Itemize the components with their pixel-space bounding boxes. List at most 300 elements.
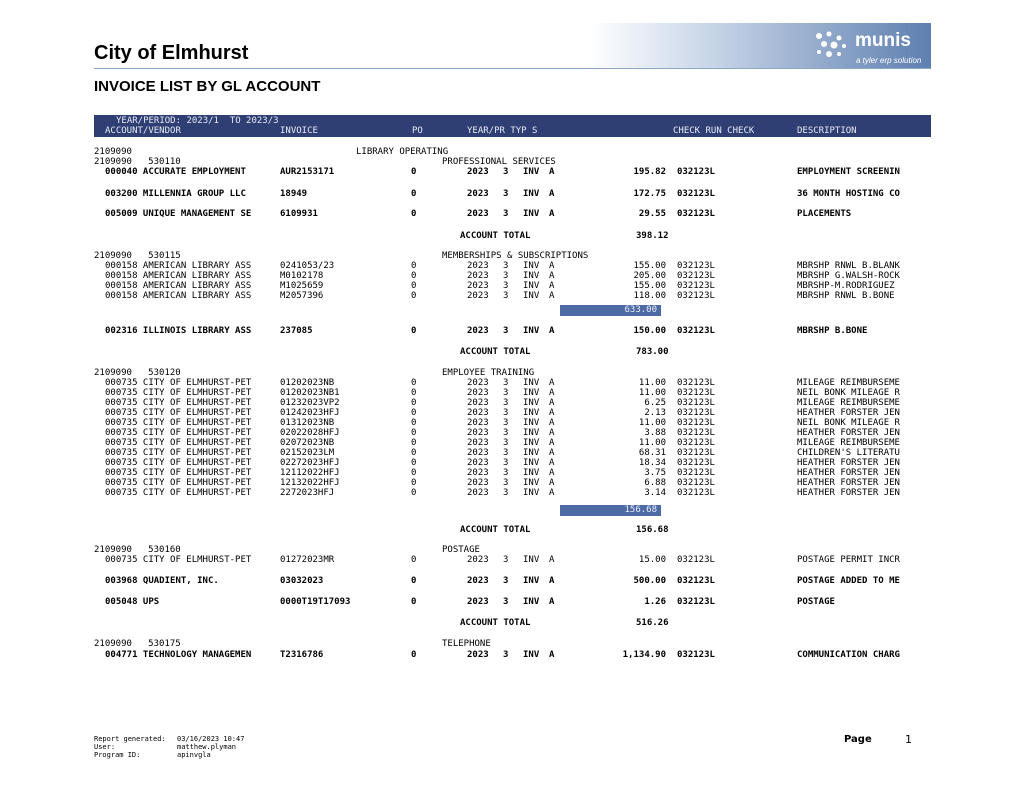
table-row <box>0 326 1024 337</box>
vendor-cell: 000735 CITY OF ELMHURST-PET <box>105 378 252 388</box>
account-total-value: 516.26 <box>636 618 669 628</box>
amount-cell: 195.82 <box>633 167 666 177</box>
check-run-cell: 032123L <box>677 378 715 388</box>
description-cell: MBRSHP B.BONE <box>797 326 868 336</box>
vendor-cell: 000735 CITY OF ELMHURST-PET <box>105 388 252 398</box>
period-cell: 3 <box>503 408 509 418</box>
check-run-cell: 032123L <box>677 261 715 271</box>
invoice-cell: 01232023VP2 <box>280 398 340 408</box>
user-label: User: <box>94 743 116 751</box>
check-run-cell: 032123L <box>677 468 715 478</box>
logo-tagline: a tyler erp solution <box>856 56 922 65</box>
amount-cell: 18.34 <box>638 458 666 468</box>
type-cell: INV <box>523 555 540 565</box>
account-code: 2109090 530115 <box>94 251 181 261</box>
po-cell: 0 <box>411 398 417 408</box>
description-cell: MILEAGE REIMBURSEME <box>797 378 900 388</box>
invoice-cell: 0000T19T17093 <box>280 597 351 607</box>
year-cell: 2023 <box>467 448 489 458</box>
period-cell: 3 <box>503 291 509 301</box>
amount-cell: 3.14 <box>644 488 666 498</box>
table-row <box>0 555 1024 566</box>
amount-cell: 6.88 <box>644 478 666 488</box>
check-run-cell: 032123L <box>677 398 715 408</box>
status-cell: A <box>549 438 555 448</box>
po-cell: 0 <box>411 418 417 428</box>
description-cell: HEATHER FORSTER JEN <box>797 428 900 438</box>
period-cell: 3 <box>503 261 509 271</box>
check-run-cell: 032123L <box>677 326 715 336</box>
vendor-cell: 000735 CITY OF ELMHURST-PET <box>105 408 252 418</box>
period-cell: 3 <box>503 428 509 438</box>
description-cell: EMPLOYMENT SCREENIN <box>797 167 900 177</box>
period-cell: 3 <box>503 458 509 468</box>
description-cell: HEATHER FORSTER JEN <box>797 408 900 418</box>
invoice-cell: 01272023MR <box>280 555 335 565</box>
description-cell: 36 MONTH HOSTING CO <box>797 189 900 199</box>
check-run-cell: 032123L <box>677 478 715 488</box>
amount-cell: 1,134.90 <box>622 650 666 660</box>
year-cell: 2023 <box>467 291 489 301</box>
check-run-cell: 032123L <box>677 555 715 565</box>
type-cell: INV <box>523 281 540 291</box>
vendor-cell: 000158 AMERICAN LIBRARY ASS <box>105 261 252 271</box>
amount-cell: 150.00 <box>633 326 666 336</box>
invoice-cell: 6109931 <box>280 209 318 219</box>
vendor-cell: 000735 CITY OF ELMHURST-PET <box>105 398 252 408</box>
vendor-cell: 000040 ACCURATE EMPLOYMENT <box>105 167 246 177</box>
check-run-cell: 032123L <box>677 418 715 428</box>
type-cell: INV <box>523 378 540 388</box>
period-cell: 3 <box>503 281 509 291</box>
year-cell: 2023 <box>467 326 489 336</box>
year-cell: 2023 <box>467 428 489 438</box>
invoice-cell: M2057396 <box>280 291 324 301</box>
period-cell: 3 <box>503 418 509 428</box>
year-cell: 2023 <box>467 418 489 428</box>
table-row <box>0 576 1024 587</box>
report-title: INVOICE LIST BY GL ACCOUNT <box>94 78 321 95</box>
year-cell: 2023 <box>467 478 489 488</box>
po-cell: 0 <box>411 478 417 488</box>
invoice-cell: 12132022HFJ <box>280 478 340 488</box>
invoice-cell: T2316786 <box>280 650 324 660</box>
invoice-cell: AUR2153171 <box>280 167 335 177</box>
po-cell: 0 <box>411 271 417 281</box>
amount-cell: 29.55 <box>638 209 666 219</box>
page-label: Page <box>844 734 872 745</box>
po-cell: 0 <box>411 281 417 291</box>
check-run-cell: 032123L <box>677 167 715 177</box>
invoice-cell: 03032023 <box>280 576 324 586</box>
type-cell: INV <box>523 408 540 418</box>
vendor-cell: 003200 MILLENNIA GROUP LLC <box>105 189 246 199</box>
vendor-cell: 000735 CITY OF ELMHURST-PET <box>105 478 252 488</box>
description-cell: MILEAGE REIMBURSEME <box>797 438 900 448</box>
status-cell: A <box>549 576 555 586</box>
status-cell: A <box>549 209 555 219</box>
po-cell: 0 <box>411 597 417 607</box>
header-rule <box>94 68 931 69</box>
type-cell: INV <box>523 597 540 607</box>
invoice-cell: 02152023LM <box>280 448 335 458</box>
vendor-cell: 000158 AMERICAN LIBRARY ASS <box>105 281 252 291</box>
table-row <box>0 650 1024 661</box>
po-cell: 0 <box>411 378 417 388</box>
status-cell: A <box>549 428 555 438</box>
vendor-cell: 000735 CITY OF ELMHURST-PET <box>105 555 252 565</box>
type-cell: INV <box>523 650 540 660</box>
check-run-cell: 032123L <box>677 650 715 660</box>
type-cell: INV <box>523 418 540 428</box>
year-cell: 2023 <box>467 458 489 468</box>
vendor-cell: 000735 CITY OF ELMHURST-PET <box>105 458 252 468</box>
status-cell: A <box>549 378 555 388</box>
table-header <box>94 115 931 137</box>
type-cell: INV <box>523 458 540 468</box>
check-run-cell: 032123L <box>677 209 715 219</box>
period-cell: 3 <box>503 448 509 458</box>
check-run-cell: 032123L <box>677 576 715 586</box>
period-cell: 3 <box>503 326 509 336</box>
subtotal-value: 633.00 <box>624 305 657 315</box>
description-cell: MBRSHP RNWL B.BLANK <box>797 261 900 271</box>
amount-cell: 11.00 <box>638 388 666 398</box>
invoice-cell: 12112022HFJ <box>280 468 340 478</box>
amount-cell: 1.26 <box>644 597 666 607</box>
year-cell: 2023 <box>467 167 489 177</box>
check-run-cell: 032123L <box>677 597 715 607</box>
status-cell: A <box>549 291 555 301</box>
type-cell: INV <box>523 271 540 281</box>
description-cell: PLACEMENTS <box>797 209 852 219</box>
subtotal-bar <box>560 505 661 516</box>
type-cell: INV <box>523 478 540 488</box>
amount-cell: 11.00 <box>638 418 666 428</box>
org-name: LIBRARY OPERATING <box>356 147 449 157</box>
status-cell: A <box>549 408 555 418</box>
invoice-cell: 02022028HFJ <box>280 428 340 438</box>
status-cell: A <box>549 189 555 199</box>
invoice-cell: 02272023HFJ <box>280 458 340 468</box>
vendor-cell: 005009 UNIQUE MANAGEMENT SE <box>105 209 252 219</box>
account-name: TELEPHONE <box>442 639 491 649</box>
year-cell: 2023 <box>467 378 489 388</box>
amount-cell: 3.88 <box>644 428 666 438</box>
period-cell: 3 <box>503 488 509 498</box>
status-cell: A <box>549 597 555 607</box>
account-total-row <box>0 618 1024 629</box>
footer-labels <box>94 735 166 759</box>
year-cell: 2023 <box>467 408 489 418</box>
type-cell: INV <box>523 398 540 408</box>
account-total-value: 398.12 <box>636 231 669 241</box>
account-name: EMPLOYEE TRAINING <box>442 368 535 378</box>
amount-cell: 11.00 <box>638 438 666 448</box>
type-cell: INV <box>523 167 540 177</box>
amount-cell: 500.00 <box>633 576 666 586</box>
org-name: City of Elmhurst <box>94 42 249 64</box>
period-cell: 3 <box>503 438 509 448</box>
col-po: PO <box>412 126 423 136</box>
vendor-cell: 003968 QUADIENT, INC. <box>105 576 219 586</box>
user-value: matthew.plyman <box>177 743 237 751</box>
year-cell: 2023 <box>467 488 489 498</box>
invoice-cell: 0241053/23 <box>280 261 335 271</box>
po-cell: 0 <box>411 291 417 301</box>
year-cell: 2023 <box>467 261 489 271</box>
table-row <box>0 488 1024 499</box>
account-total-label: ACCOUNT TOTAL <box>460 525 531 535</box>
vendor-cell: 000735 CITY OF ELMHURST-PET <box>105 418 252 428</box>
account-total-value: 783.00 <box>636 347 669 357</box>
description-cell: NEIL BONK MILEAGE R <box>797 418 900 428</box>
amount-cell: 15.00 <box>638 555 666 565</box>
status-cell: A <box>549 388 555 398</box>
period-cell: 3 <box>503 478 509 488</box>
vendor-cell: 000735 CITY OF ELMHURST-PET <box>105 448 252 458</box>
year-cell: 2023 <box>467 388 489 398</box>
munis-logo-icon <box>813 30 849 60</box>
period-label: YEAR/PERIOD: 2023/1 TO 2023/3 <box>116 116 279 126</box>
invoice-cell: 2272023HFJ <box>280 488 335 498</box>
description-cell: MBRSHP G.WALSH-ROCK <box>797 271 900 281</box>
vendor-cell: 002316 ILLINOIS LIBRARY ASS <box>105 326 252 336</box>
po-cell: 0 <box>411 261 417 271</box>
status-cell: A <box>549 488 555 498</box>
account-code: 2109090 530175 <box>94 639 181 649</box>
period-cell: 3 <box>503 167 509 177</box>
type-cell: INV <box>523 576 540 586</box>
check-run-cell: 032123L <box>677 458 715 468</box>
status-cell: A <box>549 650 555 660</box>
amount-cell: 68.31 <box>638 448 666 458</box>
invoice-cell: 01242023HFJ <box>280 408 340 418</box>
po-cell: 0 <box>411 555 417 565</box>
po-cell: 0 <box>411 209 417 219</box>
type-cell: INV <box>523 448 540 458</box>
check-run-cell: 032123L <box>677 488 715 498</box>
amount-cell: 155.00 <box>633 281 666 291</box>
account-total-row <box>0 525 1024 536</box>
subtotal-bar <box>560 305 661 316</box>
vendor-cell: 000735 CITY OF ELMHURST-PET <box>105 488 252 498</box>
account-total-label: ACCOUNT TOTAL <box>460 231 531 241</box>
po-cell: 0 <box>411 650 417 660</box>
status-cell: A <box>549 271 555 281</box>
po-cell: 0 <box>411 488 417 498</box>
generated-value: 03/16/2023 10:47 <box>177 735 245 743</box>
period-cell: 3 <box>503 398 509 408</box>
status-cell: A <box>549 478 555 488</box>
year-cell: 2023 <box>467 468 489 478</box>
description-cell: COMMUNICATION CHARG <box>797 650 900 660</box>
account-code: 2109090 530120 <box>94 368 181 378</box>
account-code: 2109090 530110 <box>94 157 181 167</box>
check-run-cell: 032123L <box>677 189 715 199</box>
check-run-cell: 032123L <box>677 408 715 418</box>
invoice-cell: 02072023NB <box>280 438 335 448</box>
invoice-cell: 01202023NB1 <box>280 388 340 398</box>
vendor-cell: 004771 TECHNOLOGY MANAGEMEN <box>105 650 252 660</box>
type-cell: INV <box>523 291 540 301</box>
amount-cell: 3.75 <box>644 468 666 478</box>
period-cell: 3 <box>503 468 509 478</box>
invoice-cell: 01202023NB <box>280 378 335 388</box>
amount-cell: 11.00 <box>638 378 666 388</box>
amount-cell: 172.75 <box>633 189 666 199</box>
invoice-cell: 01312023NB <box>280 418 335 428</box>
col-year: YEAR/PR TYP S <box>467 126 538 136</box>
year-cell: 2023 <box>467 209 489 219</box>
invoice-cell: M1025659 <box>280 281 324 291</box>
table-row <box>0 189 1024 200</box>
status-cell: A <box>549 418 555 428</box>
status-cell: A <box>549 261 555 271</box>
type-cell: INV <box>523 438 540 448</box>
check-run-cell: 032123L <box>677 388 715 398</box>
col-account: ACCOUNT/VENDOR <box>105 126 181 136</box>
year-cell: 2023 <box>467 281 489 291</box>
invoice-cell: 237085 <box>280 326 313 336</box>
po-cell: 0 <box>411 576 417 586</box>
invoice-cell: M0102178 <box>280 271 324 281</box>
description-cell: MBRSHP RNWL B.BONE <box>797 291 895 301</box>
account-name: POSTAGE <box>442 545 480 555</box>
check-run-cell: 032123L <box>677 291 715 301</box>
table-row <box>0 291 1024 302</box>
check-run-cell: 032123L <box>677 438 715 448</box>
description-cell: HEATHER FORSTER JEN <box>797 468 900 478</box>
period-cell: 3 <box>503 555 509 565</box>
period-cell: 3 <box>503 271 509 281</box>
account-total-value: 156.68 <box>636 525 669 535</box>
table-row <box>0 597 1024 608</box>
subtotal-value: 156.68 <box>624 505 657 515</box>
status-cell: A <box>549 468 555 478</box>
period-cell: 3 <box>503 209 509 219</box>
vendor-cell: 000735 CITY OF ELMHURST-PET <box>105 438 252 448</box>
amount-cell: 6.25 <box>644 398 666 408</box>
year-cell: 2023 <box>467 189 489 199</box>
invoice-cell: 18949 <box>280 189 308 199</box>
table-row <box>0 209 1024 220</box>
status-cell: A <box>549 458 555 468</box>
period-cell: 3 <box>503 650 509 660</box>
status-cell: A <box>549 281 555 291</box>
type-cell: INV <box>523 261 540 271</box>
program-value: apinvgla <box>177 751 211 759</box>
account-total-row <box>0 231 1024 242</box>
status-cell: A <box>549 326 555 336</box>
type-cell: INV <box>523 209 540 219</box>
account-name: PROFESSIONAL SERVICES <box>442 157 556 167</box>
check-run-cell: 032123L <box>677 428 715 438</box>
vendor-cell: 000735 CITY OF ELMHURST-PET <box>105 428 252 438</box>
description-cell: POSTAGE PERMIT INCR <box>797 555 900 565</box>
col-description: DESCRIPTION <box>797 126 857 136</box>
page-number: 1 <box>905 733 912 746</box>
account-header <box>0 639 1024 650</box>
col-check: CHECK RUN CHECK <box>673 126 755 136</box>
col-invoice: INVOICE <box>280 126 318 136</box>
po-cell: 0 <box>411 326 417 336</box>
year-cell: 2023 <box>467 576 489 586</box>
program-label: Program ID: <box>94 751 141 759</box>
type-cell: INV <box>523 468 540 478</box>
period-cell: 3 <box>503 189 509 199</box>
period-cell: 3 <box>503 576 509 586</box>
description-cell: POSTAGE <box>797 597 835 607</box>
type-cell: INV <box>523 189 540 199</box>
description-cell: HEATHER FORSTER JEN <box>797 478 900 488</box>
vendor-cell: 000735 CITY OF ELMHURST-PET <box>105 468 252 478</box>
type-cell: INV <box>523 388 540 398</box>
amount-cell: 2.13 <box>644 408 666 418</box>
check-run-cell: 032123L <box>677 281 715 291</box>
period-cell: 3 <box>503 388 509 398</box>
year-cell: 2023 <box>467 597 489 607</box>
po-cell: 0 <box>411 438 417 448</box>
check-run-cell: 032123L <box>677 448 715 458</box>
vendor-cell: 000158 AMERICAN LIBRARY ASS <box>105 271 252 281</box>
account-total-row <box>0 347 1024 358</box>
generated-label: Report generated: <box>94 735 166 743</box>
po-cell: 0 <box>411 448 417 458</box>
description-cell: HEATHER FORSTER JEN <box>797 458 900 468</box>
check-run-cell: 032123L <box>677 271 715 281</box>
description-cell: NEIL BONK MILEAGE R <box>797 388 900 398</box>
description-cell: MILEAGE REIMBURSEME <box>797 398 900 408</box>
type-cell: INV <box>523 326 540 336</box>
type-cell: INV <box>523 488 540 498</box>
description-cell: HEATHER FORSTER JEN <box>797 488 900 498</box>
status-cell: A <box>549 448 555 458</box>
description-cell: MBRSHP-M.RODRIGUEZ <box>797 281 895 291</box>
period-cell: 3 <box>503 597 509 607</box>
amount-cell: 118.00 <box>633 291 666 301</box>
table-row <box>0 167 1024 178</box>
po-cell: 0 <box>411 388 417 398</box>
account-code: 2109090 530160 <box>94 545 181 555</box>
po-cell: 0 <box>411 468 417 478</box>
amount-cell: 155.00 <box>633 261 666 271</box>
org-account: 2109090 <box>94 147 132 157</box>
account-total-label: ACCOUNT TOTAL <box>460 347 531 357</box>
status-cell: A <box>549 398 555 408</box>
period-cell: 3 <box>503 378 509 388</box>
status-cell: A <box>549 167 555 177</box>
status-cell: A <box>549 555 555 565</box>
vendor-cell: 000158 AMERICAN LIBRARY ASS <box>105 291 252 301</box>
footer-values <box>177 735 244 759</box>
vendor-cell: 005048 UPS <box>105 597 160 607</box>
year-cell: 2023 <box>467 398 489 408</box>
po-cell: 0 <box>411 189 417 199</box>
type-cell: INV <box>523 428 540 438</box>
account-name: MEMBERSHIPS & SUBSCRIPTIONS <box>442 251 589 261</box>
year-cell: 2023 <box>467 271 489 281</box>
description-cell: POSTAGE ADDED TO ME <box>797 576 900 586</box>
year-cell: 2023 <box>467 438 489 448</box>
po-cell: 0 <box>411 458 417 468</box>
po-cell: 0 <box>411 408 417 418</box>
description-cell: CHILDREN'S LITERATU <box>797 448 900 458</box>
po-cell: 0 <box>411 167 417 177</box>
po-cell: 0 <box>411 428 417 438</box>
year-cell: 2023 <box>467 555 489 565</box>
account-total-label: ACCOUNT TOTAL <box>460 618 531 628</box>
